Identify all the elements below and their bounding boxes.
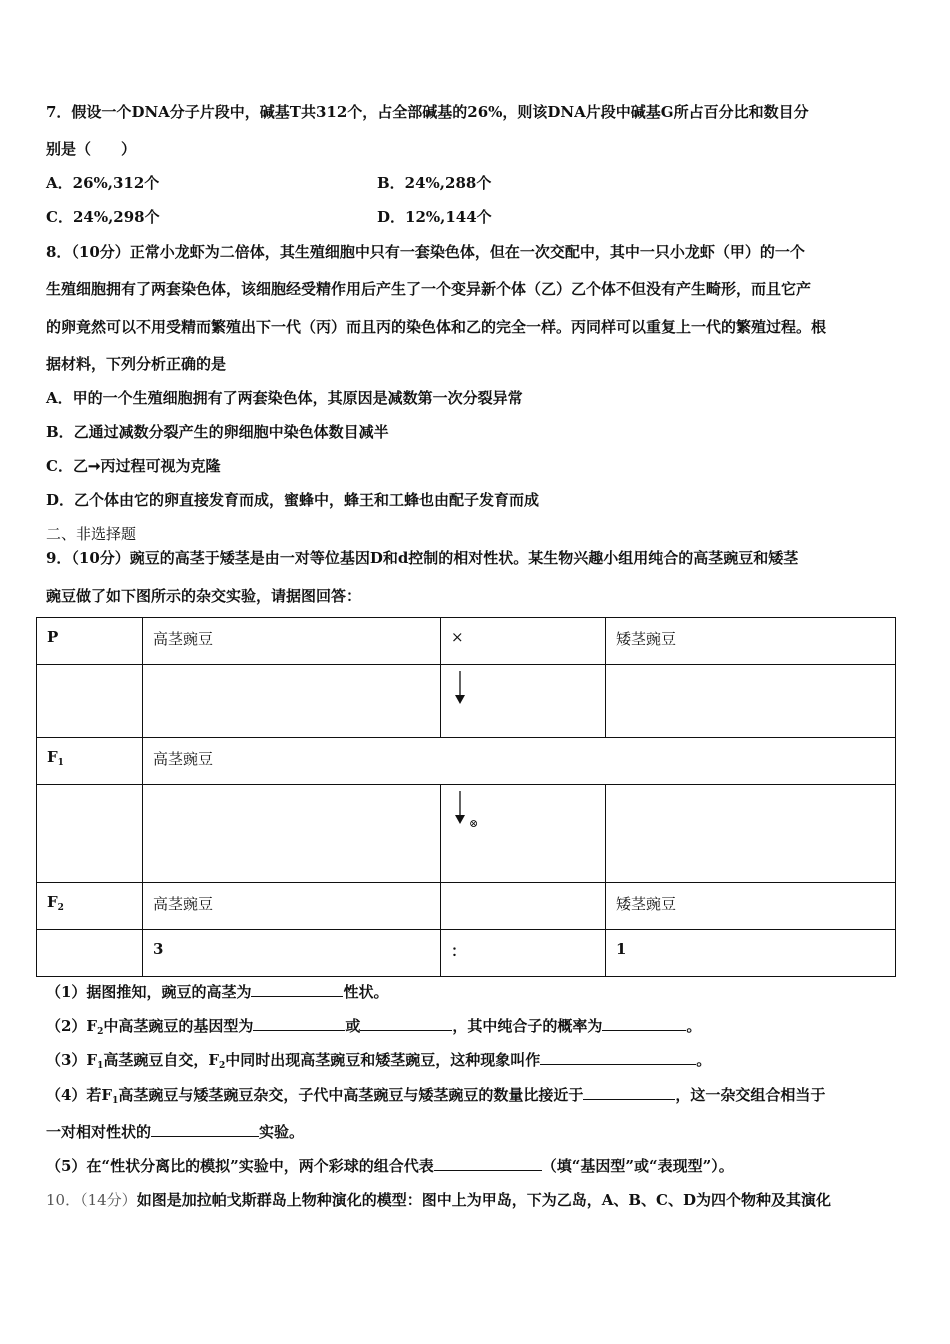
q7-option-b: B．24%,288个 xyxy=(377,174,492,192)
q9-sub1 xyxy=(46,982,388,1002)
f1-tall: 高茎豌豆 xyxy=(143,738,896,785)
answer-blank-4b[interactable] xyxy=(151,1122,259,1137)
arrow-down-icon xyxy=(451,669,469,705)
gen-f1-label xyxy=(37,738,143,785)
gen-f1-letter: F xyxy=(47,748,58,766)
q9-sub4-line2-b: 实验。 xyxy=(259,1123,305,1141)
q9-sub3-sub1: 1 xyxy=(97,1061,104,1071)
q9-sub3 xyxy=(46,1050,711,1076)
q9-sub5-text-b: （填“基因型”或“表现型”）。 xyxy=(541,1157,734,1175)
gen-f2-letter: F xyxy=(47,893,58,911)
q8-stem-line1: 8．（10分）正常小龙虾为二倍体，其生殖细胞中只有一套染色体，但在一次交配中，其中一只小龙虾（甲）的一个 xyxy=(46,243,805,261)
q8-stem-line4: 据材料，下列分析正确的是 xyxy=(46,355,227,373)
arrow-down-icon xyxy=(451,789,469,825)
q7-option-d: D．12%,144个 xyxy=(377,208,492,226)
answer-blank-2a[interactable] xyxy=(253,1016,345,1031)
selfing-symbol: ⊗ xyxy=(469,817,479,830)
q7-option-a: A．26%,312个 xyxy=(46,174,160,192)
answer-blank-1[interactable] xyxy=(251,982,343,997)
q10-stem-line1 xyxy=(46,1190,831,1210)
section-heading: 二、非选择题 xyxy=(46,525,137,543)
q9-sub3-text-a: （3）F xyxy=(46,1051,98,1069)
q9-sub4-line2-a: 一对相对性状的 xyxy=(46,1123,152,1141)
q7-option-c: C．24%,298个 xyxy=(46,208,160,226)
q9-sub2-text-e: 。 xyxy=(686,1017,702,1035)
q8-option-d: D．乙个体由它的卵直接发育而成，蜜蜂中，蜂王和工蜂也由配子发育而成 xyxy=(46,491,540,509)
q9-sub4-text-a: （4）若F xyxy=(46,1086,113,1104)
cross-diagram-table xyxy=(36,617,896,977)
q9-sub4-text-b: 高茎豌豆与矮茎豌豆杂交，子代中高茎豌豆与矮茎豌豆的数量比接近于 xyxy=(118,1086,584,1104)
answer-blank-2c[interactable] xyxy=(602,1016,686,1031)
q9-sub3-text-c: 中同时出现高茎豌豆和矮茎豌豆，这种现象叫作 xyxy=(225,1051,541,1069)
f2-short: 矮茎豌豆 xyxy=(606,883,896,930)
q9-sub1-text-a: （1）据图推知，豌豆的高茎为 xyxy=(46,983,252,1001)
gen-f2-label xyxy=(37,883,143,930)
q9-sub2-text-d: ，其中纯合子的概率为 xyxy=(452,1017,603,1035)
q9-sub2-text-c: 或 xyxy=(345,1017,361,1035)
q9-sub4-sub: 1 xyxy=(112,1096,119,1106)
q9-sub5-text-a: （5）在“性状分离比的模拟”实验中，两个彩球的组合代表 xyxy=(46,1157,434,1175)
answer-blank-3[interactable] xyxy=(540,1050,696,1065)
gen-f1-subscript: 1 xyxy=(57,758,64,768)
q7-stem-line1: 7．假设一个DNA分子片段中，碱基T共312个，占全部碱基的26%，则该DNA片段中碱基G所占百分比和数目分 xyxy=(46,103,809,121)
q9-sub1-text-b: 性状。 xyxy=(343,983,389,1001)
answer-blank-4a[interactable] xyxy=(583,1085,675,1100)
q9-stem-line1: 9．（10分）豌豆的高茎于矮茎是由一对等位基因D和d控制的相对性状。某生物兴趣小组用纯合的高茎豌豆和矮茎 xyxy=(46,549,799,567)
gen-p-label: P xyxy=(37,618,143,665)
f2-tall: 高茎豌豆 xyxy=(143,883,441,930)
gen-f2-subscript: 2 xyxy=(57,903,64,913)
ratio-short: 1 xyxy=(606,930,896,977)
cross-symbol: × xyxy=(441,618,606,665)
q9-sub3-sub2: 2 xyxy=(219,1061,226,1071)
q9-sub2-text-a: （2）F xyxy=(46,1017,98,1035)
q8-stem-line3: 的卵竟然可以不用受精而繁殖出下一代（丙）而且丙的染色体和乙的完全一样。丙同样可以重复上一代的繁殖过程。根 xyxy=(46,318,827,336)
q9-sub2-sub: 2 xyxy=(97,1027,104,1037)
q9-sub5 xyxy=(46,1156,734,1176)
q10-number: 10．（14分） xyxy=(46,1191,137,1209)
answer-blank-5[interactable] xyxy=(434,1156,542,1171)
q9-sub4-line1 xyxy=(46,1085,825,1111)
q8-option-b: B．乙通过减数分裂产生的卵细胞中染色体数目减半 xyxy=(46,423,389,441)
q9-sub4-line2 xyxy=(46,1122,304,1142)
q9-sub2-text-b: 中高茎豌豆的基因型为 xyxy=(103,1017,254,1035)
q8-option-a: A．甲的一个生殖细胞拥有了两套染色体，其原因是减数第一次分裂异常 xyxy=(46,389,523,407)
q9-sub3-text-d: 。 xyxy=(696,1051,712,1069)
q8-option-c: C．乙➞丙过程可视为克隆 xyxy=(46,457,221,475)
answer-blank-2b[interactable] xyxy=(360,1016,452,1031)
ratio-separator: ： xyxy=(441,930,606,977)
q8-stem-line2: 生殖细胞拥有了两套染色体，该细胞经受精作用后产生了一个变异新个体（乙）乙个体不但没有产生畸形，而且它产 xyxy=(46,280,812,298)
ratio-tall: 3 xyxy=(143,930,441,977)
parent-short: 矮茎豌豆 xyxy=(606,618,896,665)
q9-sub4-text-c: ，这一杂交组合相当于 xyxy=(675,1086,826,1104)
q7-stem-line2: 别是（ ） xyxy=(46,140,137,158)
q9-sub2 xyxy=(46,1016,701,1042)
q10-text: 如图是加拉帕戈斯群岛上物种演化的模型：图中上为甲岛，下为乙岛，A、B、C、D为四个物种及其演化 xyxy=(136,1191,831,1209)
parent-tall: 高茎豌豆 xyxy=(143,618,441,665)
q9-sub3-text-b: 高茎豌豆自交，F xyxy=(103,1051,220,1069)
q9-stem-line2: 豌豆做了如下图所示的杂交实验，请据图回答： xyxy=(46,587,362,605)
